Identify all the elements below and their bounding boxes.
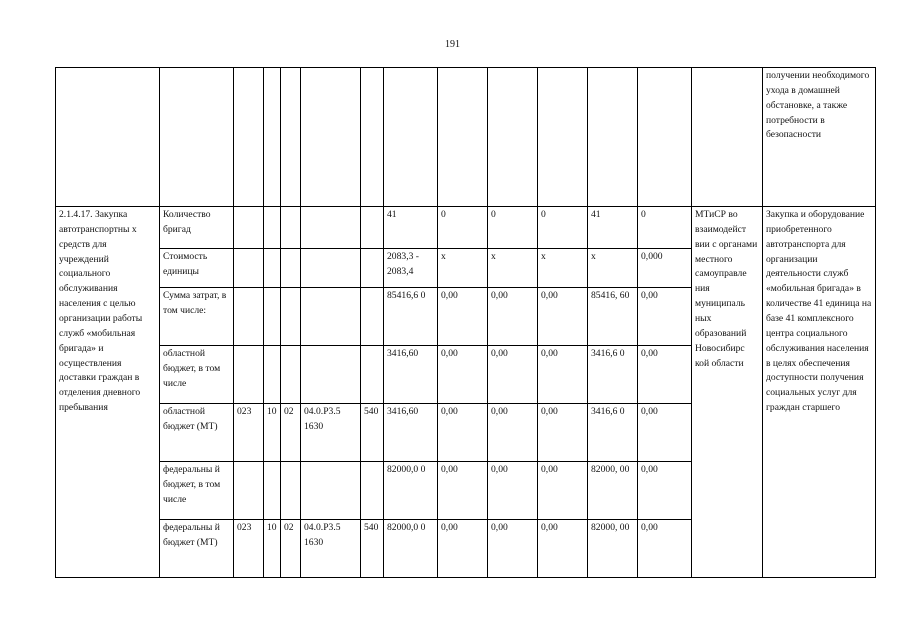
- grbs-code-cell: [234, 462, 264, 520]
- year-5-value-cell: 0,00: [638, 462, 692, 520]
- year-3-value-cell: x: [538, 249, 588, 288]
- empty-cell: [692, 68, 763, 207]
- expense-type-cell: [361, 462, 384, 520]
- empty-cell: [438, 68, 488, 207]
- expense-type-cell: 540: [361, 404, 384, 462]
- section-code-cell: [264, 346, 281, 404]
- year-3-value-cell: 0: [538, 207, 588, 249]
- subsection-code-cell: 02: [281, 404, 301, 462]
- grbs-code-cell: [234, 346, 264, 404]
- year-5-value-cell: 0,00: [638, 288, 692, 346]
- year-4-value-cell: 85416, 60: [588, 288, 638, 346]
- empty-cell: [638, 68, 692, 207]
- target-article-cell: [301, 346, 361, 404]
- target-article-cell: 04.0.Р3.5 1630: [301, 404, 361, 462]
- grbs-code-cell: [234, 207, 264, 249]
- year-1-value-cell: 0,00: [438, 346, 488, 404]
- indicator-cell: областной бюджет (МТ): [160, 404, 234, 462]
- year-1-value-cell: 0,00: [438, 404, 488, 462]
- indicator-cell: Количество бригад: [160, 207, 234, 249]
- measure-name-cell: 2.1.4.17. Закупка автотранспортны х средств для учреждений социального обслуживания населения с целью организации работы служб «мобильная бригада» и осуществления доставки граждан в отделения дневного пребывания: [56, 207, 160, 578]
- target-article-cell: [301, 207, 361, 249]
- subsection-code-cell: [281, 288, 301, 346]
- indicator-cell: Стоимость единицы: [160, 249, 234, 288]
- subsection-code-cell: [281, 346, 301, 404]
- page-number: 191: [445, 39, 460, 50]
- year-3-value-cell: 0,00: [538, 404, 588, 462]
- empty-cell: [234, 68, 264, 207]
- result-continuation-cell: получении необходимого ухода в домашней обстановке, а также потребности в безопасности: [763, 68, 876, 207]
- subsection-code-cell: 02: [281, 520, 301, 578]
- section-code-cell: [264, 462, 281, 520]
- year-1-value-cell: 0,00: [438, 288, 488, 346]
- grbs-code-cell: [234, 288, 264, 346]
- top-continuation-row: [56, 68, 876, 207]
- year-1-value-cell: 0,00: [438, 520, 488, 578]
- empty-cell: [281, 68, 301, 207]
- year-1-value-cell: x: [438, 249, 488, 288]
- target-article-cell: 04.0.Р3.5 1630: [301, 520, 361, 578]
- expected-result-cell: Закупка и оборудование приобретенного автотранспорта для организации деятельности служб «мобильная бригада» в количестве 41 единица на базе 41 комплексного центра социального обслуживания населения в целях обеспечения доступности получения социальных услуг для граждан старшего: [763, 207, 876, 578]
- total-value-cell: 2083,3 - 2083,4: [384, 249, 438, 288]
- indicator-cell: областной бюджет, в том числе: [160, 346, 234, 404]
- year-4-value-cell: 82000, 00: [588, 462, 638, 520]
- empty-cell: [56, 68, 160, 207]
- total-value-cell: 82000,0 0: [384, 462, 438, 520]
- grbs-code-cell: [234, 249, 264, 288]
- total-value-cell: 3416,60: [384, 346, 438, 404]
- year-2-value-cell: 0,00: [488, 520, 538, 578]
- empty-cell: [361, 68, 384, 207]
- section-code-cell: 10: [264, 404, 281, 462]
- expense-type-cell: [361, 207, 384, 249]
- year-4-value-cell: 3416,6 0: [588, 404, 638, 462]
- target-article-cell: [301, 462, 361, 520]
- grbs-code-cell: 023: [234, 404, 264, 462]
- total-value-cell: 82000,0 0: [384, 520, 438, 578]
- table-row: [56, 207, 876, 249]
- year-2-value-cell: 0,00: [488, 288, 538, 346]
- year-5-value-cell: 0,00: [638, 520, 692, 578]
- year-5-value-cell: 0: [638, 207, 692, 249]
- program-measures-table: [55, 67, 876, 578]
- empty-cell: [384, 68, 438, 207]
- expense-type-cell: 540: [361, 520, 384, 578]
- year-3-value-cell: 0,00: [538, 462, 588, 520]
- executor-cell: МТиСР во взаимодейст вии с органами местного самоуправле ния муниципаль ных образований Новосибирс кой области: [692, 207, 763, 578]
- year-4-value-cell: x: [588, 249, 638, 288]
- empty-cell: [301, 68, 361, 207]
- year-2-value-cell: 0,00: [488, 462, 538, 520]
- year-4-value-cell: 3416,6 0: [588, 346, 638, 404]
- total-value-cell: 41: [384, 207, 438, 249]
- target-article-cell: [301, 288, 361, 346]
- year-4-value-cell: 41: [588, 207, 638, 249]
- section-code-cell: [264, 207, 281, 249]
- year-3-value-cell: 0,00: [538, 520, 588, 578]
- total-value-cell: 85416,6 0: [384, 288, 438, 346]
- section-code-cell: [264, 288, 281, 346]
- empty-cell: [588, 68, 638, 207]
- year-5-value-cell: 0,000: [638, 249, 692, 288]
- expense-type-cell: [361, 346, 384, 404]
- subsection-code-cell: [281, 249, 301, 288]
- empty-cell: [160, 68, 234, 207]
- indicator-cell: федеральны й бюджет, в том числе: [160, 462, 234, 520]
- expense-type-cell: [361, 288, 384, 346]
- year-3-value-cell: 0,00: [538, 288, 588, 346]
- year-1-value-cell: 0,00: [438, 462, 488, 520]
- year-2-value-cell: 0,00: [488, 404, 538, 462]
- empty-cell: [264, 68, 281, 207]
- indicator-cell: Сумма затрат, в том числе:: [160, 288, 234, 346]
- year-2-value-cell: x: [488, 249, 538, 288]
- indicator-cell: федеральны й бюджет (МТ): [160, 520, 234, 578]
- empty-cell: [538, 68, 588, 207]
- year-3-value-cell: 0,00: [538, 346, 588, 404]
- subsection-code-cell: [281, 207, 301, 249]
- subsection-code-cell: [281, 462, 301, 520]
- total-value-cell: 3416,60: [384, 404, 438, 462]
- target-article-cell: [301, 249, 361, 288]
- year-4-value-cell: 82000, 00: [588, 520, 638, 578]
- year-5-value-cell: 0,00: [638, 346, 692, 404]
- year-2-value-cell: 0,00: [488, 346, 538, 404]
- year-5-value-cell: 0,00: [638, 404, 692, 462]
- expense-type-cell: [361, 249, 384, 288]
- section-code-cell: 10: [264, 520, 281, 578]
- grbs-code-cell: 023: [234, 520, 264, 578]
- empty-cell: [488, 68, 538, 207]
- section-code-cell: [264, 249, 281, 288]
- year-1-value-cell: 0: [438, 207, 488, 249]
- year-2-value-cell: 0: [488, 207, 538, 249]
